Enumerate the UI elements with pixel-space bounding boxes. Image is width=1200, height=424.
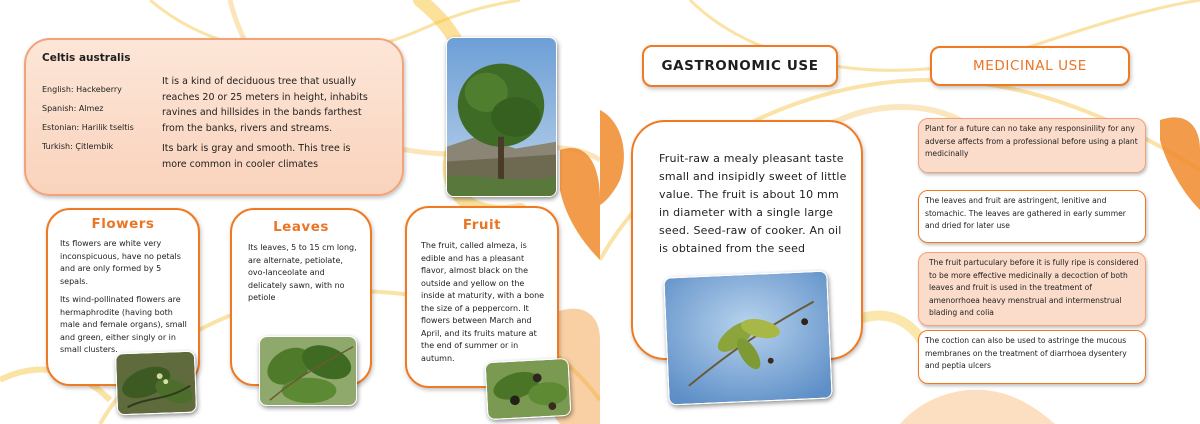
intro-bark: Its bark is gray and smooth. This tree is more common in cooler climates: [162, 143, 351, 170]
medicinal-item-3: The fruit partuculary before it is fully ripe is considered to be more effective medicinally a decoction of both leaves and fruit is used in the treatment of amenorrhoea heavy menstrual and intermenstrual blading and colia: [918, 252, 1146, 326]
medicinal-header: [930, 46, 1130, 86]
leaves-photo: [259, 336, 357, 406]
name-estonian: Estonian: Harilik tseltis: [42, 123, 134, 132]
intro-description: It is a kind of deciduous tree that usually reaches 20 or 25 meters in height, inhabits ravines and hillsides in the bands farthest from the banks, rivers and streams.: [162, 76, 368, 134]
intro-card: [24, 38, 404, 196]
name-english: English: Hackeberry: [42, 85, 122, 94]
flowers-text-1: Its flowers are white very inconspicuous, have no petals and are only formed by 5 sepals.: [60, 239, 181, 286]
gastronomic-header: [642, 45, 838, 87]
flowers-photo: [115, 351, 197, 416]
common-names-list: [42, 80, 152, 156]
name-spanish: Spanish: Almez: [42, 104, 104, 113]
gastronomic-text: Fruit-raw a mealy pleasant taste small and insipidly sweet of little value. The fruit is about 10 mm in diameter with a single large seed. Seed-raw of cooker. An oil is obtained from the seed: [659, 152, 847, 255]
gastronomic-photo: [663, 270, 832, 405]
name-turkish: Turkish: Çitlembik: [42, 142, 114, 151]
fruit-text: The fruit, called almeza, is edible and has a pleasant flavor, almost black on the outside and yellow on the inside at maturity, with a bone the size of a peppercorn. It flowers between March and April, and its fruits mature at the end of summer or in autumn.: [421, 241, 545, 363]
flowers-title: Flowers: [91, 216, 155, 232]
right-page: [600, 0, 1200, 424]
gastronomic-title: GASTRONOMIC USE: [661, 58, 819, 74]
leaves-title: Leaves: [273, 219, 329, 235]
fruit-title: Fruit: [462, 217, 502, 233]
fruit-photo: [485, 358, 572, 420]
medicinal-item-1: Plant for a future can no take any responsinility for any adverse affects from a professional before using a plant medicinally: [918, 118, 1146, 173]
leaves-text: Its leaves, 5 to 15 cm long, are alternate, petiolate, ovo-lanceolate and delicately sawn, with no petiole: [248, 243, 357, 302]
tree-photo: [446, 37, 557, 197]
flowers-text-2: Its wind-pollinated flowers are hermaphrodite (having both male and female organs), small and green, either singly or in small clusters.: [60, 295, 187, 354]
medicinal-item-2: The leaves and fruit are astringent, lenitive and stomachic. The leaves are gathered in early summer and dried for later use: [918, 190, 1146, 243]
medicinal-title: MEDICINAL USE: [973, 58, 1087, 74]
species-name: Celtis australis: [42, 52, 131, 64]
medicinal-item-4: The coction can also be used to astringe the mucous membranes on the treatment of diarrhoea dysentery and peptia ulcers: [918, 330, 1146, 384]
